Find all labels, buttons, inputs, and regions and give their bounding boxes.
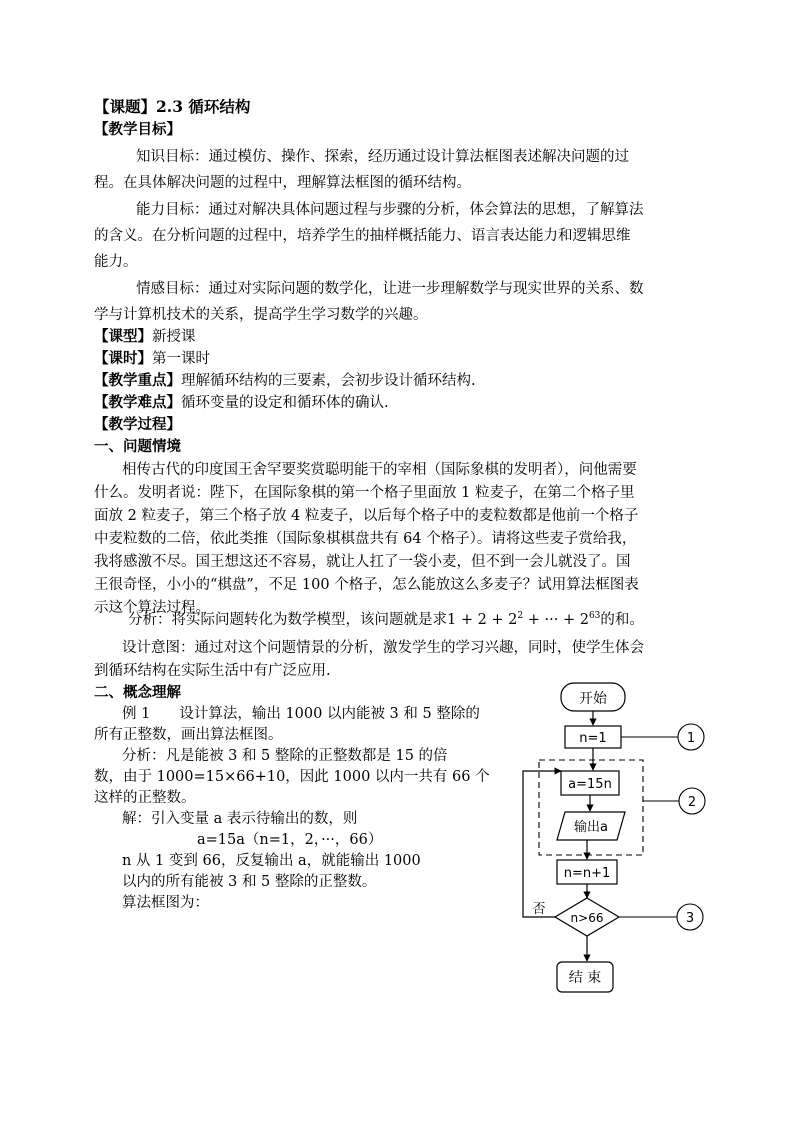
story-line-1: 相传古代的印度国王舍罕要奖赏聪明能干的宰相（国际象棋的发明者），问他需要 bbox=[122, 462, 637, 478]
lesson-type-label: 【课型】 bbox=[94, 328, 152, 345]
story-line-5: 我将感激不尽。国王想这还不容易，就让人扛了一袋小麦，但不到一会儿就没了。国 bbox=[94, 554, 631, 570]
process-label: 【教学过程】 bbox=[94, 416, 181, 433]
lesson-hour bbox=[94, 348, 210, 370]
lesson-hour-label: 【课时】 bbox=[94, 350, 152, 367]
ability-goal-line-1: 能力目标：通过对解决具体问题过程与步骤的分析，体会算法的思想，了解算法 bbox=[136, 202, 644, 218]
init-text: n=1 bbox=[579, 731, 607, 746]
section2-heading: 二、概念理解 bbox=[94, 684, 181, 701]
formula-exponent-2: 2 bbox=[517, 611, 524, 621]
story-line-6: 王很奇怪，小小的“棋盘”，不足 100 个格子，怎么能放这么多麦子？试用算法框图表 bbox=[94, 577, 639, 593]
section1-heading: 一、问题情境 bbox=[94, 438, 181, 455]
design-intent-line-2: 到循环结构在实际生活中有广泛应用. bbox=[94, 663, 331, 679]
solution-line-1: 解：引入变量 a 表示待输出的数，则 bbox=[122, 811, 358, 827]
increment-text: n=n+1 bbox=[563, 866, 611, 881]
output-text: 输出a bbox=[574, 820, 608, 835]
difficult-point-value: 循环变量的设定和循环体的确认. bbox=[181, 395, 389, 411]
formula-part-a: 1 + 2 + 2 bbox=[447, 612, 518, 628]
key-point-label: 【教学重点】 bbox=[94, 372, 181, 389]
example-line-1: 例 1 设计算法，输出 1000 以内能被 3 和 5 整除的 bbox=[122, 706, 480, 722]
solution-line-2: n 从 1 变到 66，反复输出 a，就能输出 1000 bbox=[122, 853, 421, 869]
sum-formula bbox=[447, 612, 600, 628]
goals-label: 【教学目标】 bbox=[94, 121, 181, 138]
formula-exponent-63: 63 bbox=[588, 611, 601, 621]
difficult-point bbox=[94, 392, 389, 414]
analysis2-line-2: 数，由于 1000=15×66+10，因此 1000 以内一共有 66 个 bbox=[94, 769, 490, 785]
story-line-3: 面放 2 粒麦子，第三个格子放 4 粒麦子，以后每个格子中的麦粒数都是他前一个格子 bbox=[94, 508, 639, 524]
ability-goal-line-3: 能力。 bbox=[94, 254, 138, 270]
example-line-2: 所有正整数，画出算法框图。 bbox=[94, 727, 283, 743]
no-label: 否 bbox=[532, 902, 546, 917]
story-line-4: 中麦粒数的二倍，依此类推（国际象棋棋盘共有 64 个格子）。请将这些麦子赏给我， bbox=[94, 531, 637, 547]
knowledge-goal-line-2: 程。在具体解决问题的过程中，理解算法框图的循环结构。 bbox=[94, 175, 471, 191]
analysis-line bbox=[128, 609, 644, 631]
algorithm-flowchart bbox=[515, 680, 715, 1000]
lesson-hour-value: 第一课时 bbox=[152, 351, 210, 367]
story-line-7: 示这个算法过程。 bbox=[94, 600, 210, 616]
formula-part-b: + ··· + 2 bbox=[523, 612, 589, 628]
analysis-prefix: 分析：将实际问题转化为数学模型，该问题就是求 bbox=[128, 612, 447, 628]
topic-label: 【课题】 bbox=[94, 97, 157, 116]
no-branch-loop bbox=[523, 771, 561, 917]
solution-formula: a=15a（n=1，2，···，66） bbox=[197, 832, 383, 848]
topic-title: 2.3 循环结构 bbox=[156, 97, 251, 116]
condition-text: n>66 bbox=[570, 911, 604, 925]
emotion-goal-line-1: 情感目标：通过对实际问题的数学化，让进一步理解数学与现实世界的关系、数 bbox=[136, 281, 644, 297]
design-intent-line-1: 设计意图：通过对这个问题情景的分析，激发学生的学习兴趣，同时，使学生体会 bbox=[122, 640, 644, 656]
end-text: 结 束 bbox=[568, 970, 602, 986]
knowledge-goal-line-1: 知识目标：通过模仿、操作、探索，经历通过设计算法框图表述解决问题的过 bbox=[136, 149, 629, 165]
solution-line-3: 以内的所有能被 3 和 5 整除的正整数。 bbox=[122, 874, 377, 890]
compute-text: a=15n bbox=[568, 777, 612, 792]
solution-line-4: 算法框图为： bbox=[122, 895, 209, 911]
analysis2-line-1: 分析：凡是能被 3 和 5 整除的正整数都是 15 的倍 bbox=[122, 748, 448, 764]
marker3-text: 3 bbox=[685, 911, 695, 926]
emotion-goal-line-2: 学与计算机技术的关系，提高学生学习数学的兴趣。 bbox=[94, 307, 428, 323]
key-point bbox=[94, 370, 476, 392]
marker2-text: 2 bbox=[687, 795, 697, 810]
story-line-2: 什么。发明者说：陛下，在国际象棋的第一个格子里面放 1 粒麦子，在第二个格子里 bbox=[94, 485, 635, 501]
marker1-text: 1 bbox=[686, 731, 696, 746]
start-text: 开始 bbox=[579, 691, 607, 707]
lesson-type-value: 新授课 bbox=[152, 329, 196, 345]
lesson-type bbox=[94, 326, 196, 348]
analysis-suffix: 的和。 bbox=[600, 612, 644, 628]
topic-line bbox=[94, 96, 250, 118]
ability-goal-line-2: 的含义。在分析问题的过程中，培养学生的抽样概括能力、语言表达能力和逻辑思维 bbox=[94, 228, 631, 244]
key-point-value: 理解循环结构的三要素，会初步设计循环结构. bbox=[181, 373, 476, 389]
difficult-point-label: 【教学难点】 bbox=[94, 394, 181, 411]
analysis2-line-3: 这样的正整数。 bbox=[94, 790, 196, 806]
